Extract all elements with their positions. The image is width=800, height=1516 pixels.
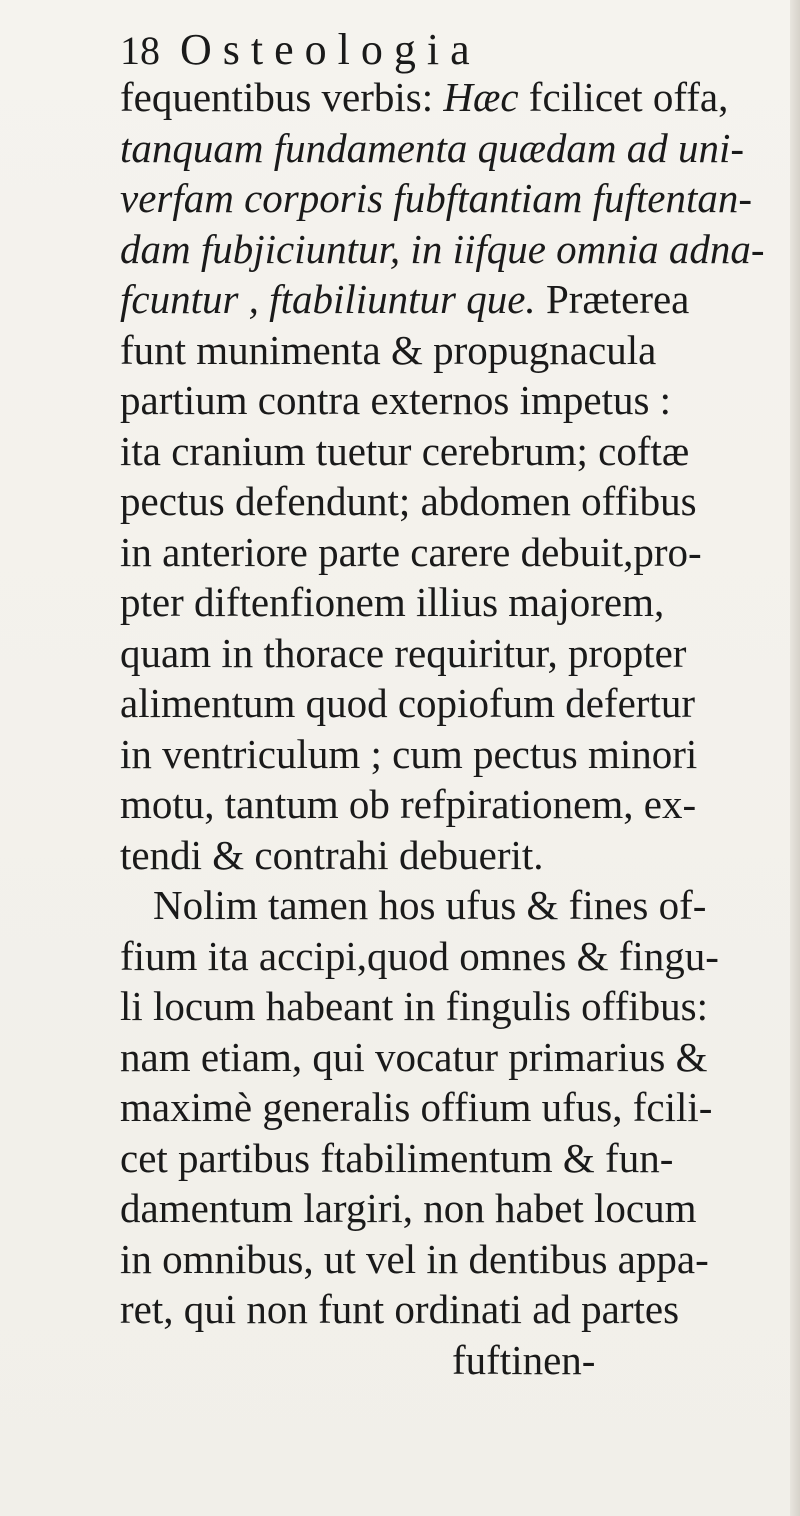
- text-line: in anteriore parte carere debuit,pro-: [120, 528, 702, 575]
- text-line: ita cranium tuetur cerebrum; coftæ: [120, 427, 690, 474]
- text-line: ret, qui non funt ordinati ad partes: [120, 1286, 680, 1332]
- text-line: fcuntur , ftabiliuntur que. Præterea: [120, 276, 690, 322]
- text-line: pectus defendunt; abdomen offibus: [120, 478, 697, 524]
- running-title: Osteologia: [180, 25, 481, 74]
- paragraph-start-line: Nolim tamen hos ufus & fines of-: [153, 882, 707, 928]
- text-line: fequentibus verbis: Hæc fcilicet offa,: [120, 74, 729, 120]
- body-text: [120, 72, 800, 1385]
- text-line: verfam corporis fubftantiam fuftentan-: [120, 175, 753, 221]
- text-line: nam etiam, qui vocatur primarius &: [120, 1033, 708, 1080]
- text-line: alimentum quod copiofum defertur: [120, 680, 695, 726]
- text-line: quam in thorace requiritur, propter: [120, 629, 687, 676]
- text-line: tendi & contrahi debuerit.: [120, 831, 544, 878]
- text-line: li locum habeant in fingulis offibus:: [120, 983, 708, 1029]
- text-line: dam fubjiciuntur, in iifque omnia adna-: [120, 225, 765, 272]
- text-line: pter diftenfionem illius majorem,: [120, 579, 665, 625]
- text-line: funt munimenta & propugnacula: [120, 326, 657, 373]
- text-line: motu, tantum ob refpirationem, ex-: [120, 781, 697, 827]
- page-number: 18: [120, 28, 160, 73]
- text-line: maximè generalis offium ufus, fcili-: [120, 1084, 713, 1130]
- text-line: partium contra externos impetus :: [120, 377, 672, 423]
- text-line: in omnibus, ut vel in dentibus appa-: [120, 1235, 709, 1282]
- text-line: in ventriculum ; cum pectus minori: [120, 730, 698, 777]
- text-line: tanquam fundamenta quædam ad uni-: [120, 124, 745, 171]
- text-line: damentum largiri, non habet locum: [120, 1185, 697, 1231]
- catchword-line: fuftinen-: [452, 1336, 596, 1383]
- text-line: fium ita accipi,quod omnes & fingu-: [120, 932, 719, 979]
- text-line: cet partibus ftabilimentum & fun-: [120, 1134, 674, 1181]
